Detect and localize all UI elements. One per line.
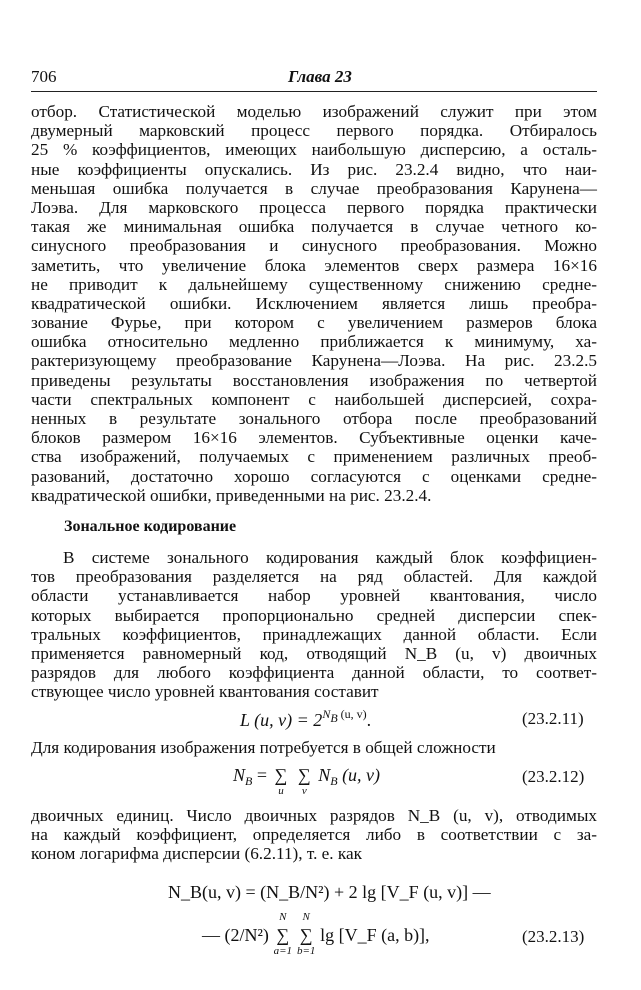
text-line: меньшая ошибка получается в случае преобразования Карунена— bbox=[31, 178, 597, 198]
text-line: части спектральных компонент с наибольшей дисперсией, сохра- bbox=[31, 389, 597, 409]
text-line: Для кодирования изображения потребуется в общей сложности bbox=[31, 738, 496, 757]
text-line: квадратической ошибки. Исключением является лишь преобра- bbox=[31, 293, 597, 313]
equation-23-2-13-line1: N_B(u, v) = (N_B/N²) + 2 lg [V_F (u, v)] — bbox=[168, 882, 491, 902]
paragraph-4 bbox=[31, 806, 597, 864]
text-line: коном логарифма дисперсии (6.2.11), т. е. как bbox=[31, 844, 362, 864]
section-heading: Зональное кодирование bbox=[64, 518, 237, 535]
text-line: на каждый коэффициент, определяется либо в соответствии с за- bbox=[31, 825, 597, 845]
equation-number-11: (23.2.11) bbox=[522, 709, 584, 728]
text-line: разований, достаточно хорошо согласуются с оценками средне- bbox=[31, 466, 597, 486]
paragraph-3 bbox=[31, 738, 597, 757]
text-line: заметить, что увеличение блока элементов сверх размера 16×16 bbox=[31, 255, 597, 275]
equation-23-2-11: L (u, $v) = 2^{NB (u, v)}$. bbox=[240, 707, 372, 730]
page-number: 706 bbox=[31, 67, 57, 86]
text-line: 25 % коэффициентов, имеющих наибольшую дисперсию, а осталь- bbox=[31, 140, 597, 160]
text-line: синусного преобразования и синусного преобразования. Можно bbox=[31, 236, 597, 256]
text-line: отбор. Статистической моделью изображений служит при этом bbox=[31, 102, 597, 121]
text-line: приведены результаты восстановления изображения по четвертой bbox=[31, 370, 597, 390]
text-line: Лоэва. Для марковского процесса первого порядка практически bbox=[31, 197, 597, 217]
page-header bbox=[31, 67, 597, 89]
eq11-lhs: L (u, v) = 2 bbox=[240, 710, 323, 730]
equation-number-13: (23.2.13) bbox=[522, 927, 585, 946]
text-line: ные коэффициенты опускались. Из рис. 23.2.4 видно, что наи- bbox=[31, 159, 597, 179]
text-line: не приводит к дальнейшему существенному снижению средне- bbox=[31, 274, 597, 294]
text-line: тральных коэффициентов, принадлежащих данной области. Если bbox=[31, 624, 597, 644]
header-rule bbox=[31, 91, 597, 92]
text-line: ошибка относительно медленно приближается к минимуму, ха- bbox=[31, 332, 597, 352]
text-line: ства изображений, получаемых с применением различных преоб- bbox=[31, 447, 597, 467]
text-line: которых выбирается пропорционально средней дисперсии спек- bbox=[31, 605, 597, 625]
paragraph-1 bbox=[31, 102, 597, 505]
text-line: В системе зонального кодирования каждый блок коэффициен- bbox=[63, 548, 597, 567]
equation-23-2-13-line2: — (2/N²) ∑ N a=1 ∑ N b=1 lg [V_F (a, b)], bbox=[202, 911, 430, 957]
text-line: зование Фурье, при котором с увеличением размеров блока bbox=[31, 313, 597, 333]
text-line: блоков размером 16×16 элементов. Субъективные оценки каче- bbox=[31, 428, 597, 448]
text-line: рактеризующему преобразование Карунена—Лоэва. На рис. 23.2.5 bbox=[31, 351, 597, 371]
eq11-exponent: NB (u, v) bbox=[322, 707, 367, 725]
paragraph-2 bbox=[31, 548, 597, 702]
text-line: тов преобразования разделяется на ряд областей. Для каждой bbox=[31, 567, 597, 587]
text-line: ствующее число уровней квантования составит bbox=[31, 682, 379, 702]
equation-number-12: (23.2.12) bbox=[522, 767, 585, 786]
equation-23-2-12: $N_B$ = ∑ u ∑ v $N_B$ (u, v) bbox=[233, 765, 381, 797]
text-line: применяется равномерный код, отводящий N_B (u, v) двоичных bbox=[31, 643, 597, 663]
text-line: двоичных единиц. Число двоичных разрядов N_B (u, v), отводимых bbox=[31, 806, 597, 825]
chapter-title: Глава 23 bbox=[288, 67, 352, 86]
text-line: разрядов для любого коэффициента данной области, то соответ- bbox=[31, 663, 597, 683]
text-line: области устанавливается набор уровней квантования, число bbox=[31, 586, 597, 606]
text-line: двумерный марковский процесс первого порядка. Отбиралось bbox=[31, 121, 597, 141]
text-line: ненных в результате зонального отбора после преобразований bbox=[31, 409, 597, 428]
text-line: квадратической ошибки, приведенными на рис. 23.2.4. bbox=[31, 485, 432, 505]
text-line: такая же минимальная ошибка получается в случае четного ко- bbox=[31, 217, 597, 237]
